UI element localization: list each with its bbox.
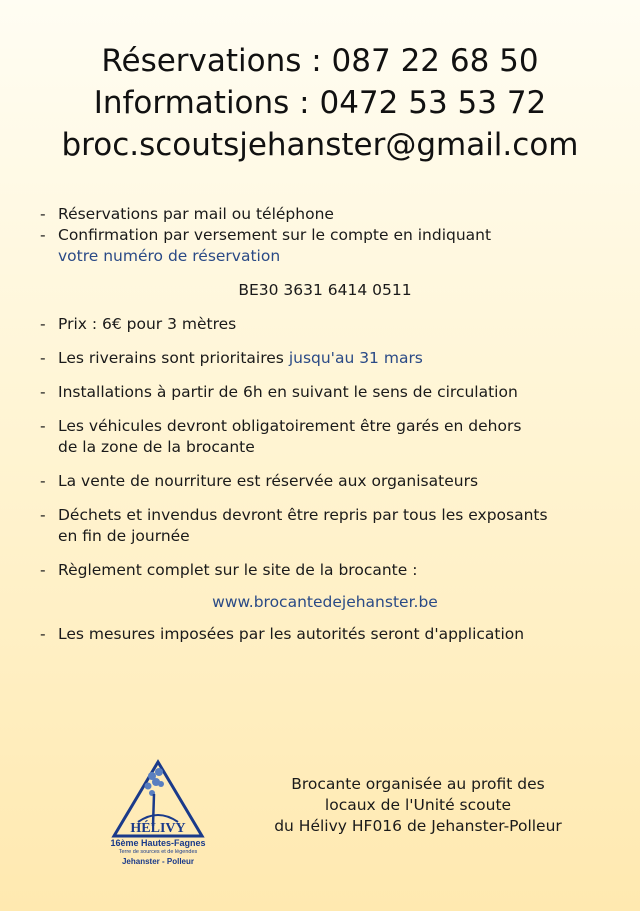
dash-bullet: - [40, 315, 46, 333]
dash-bullet: - [40, 561, 46, 579]
reservation-number-note: votre numéro de réservation [58, 247, 281, 265]
contact-email[interactable]: broc.scoutsjehanster@gmail.com [61, 127, 579, 163]
list-item: - Règlement complet sur le site de la brocante : [40, 561, 418, 579]
contact-header [0, 40, 640, 166]
list-item: - Déchets et invendus devront être repris par tous les exposants en fin de journée [40, 506, 548, 545]
helivy-logo [108, 758, 208, 868]
list-item: - Confirmation par versement sur le compte en indiquant votre numéro de réservation [40, 226, 492, 265]
organiser-note: Brocante organisée au profit des locaux de l'Unité scoute du Hélivy HF016 de Jehanster-Polleur [274, 775, 562, 835]
dash-bullet: - [40, 205, 46, 223]
logo-line-1: 16ème Hautes-Fagnes [110, 838, 206, 848]
dash-bullet: - [40, 506, 46, 524]
list-item: - Installations à partir de 6h en suivant le sens de circulation [40, 383, 518, 401]
website-link[interactable]: www.brocantedejehanster.be [212, 593, 438, 611]
list-item: - Réservations par mail ou téléphone [40, 205, 334, 223]
triangle-tree-icon [108, 758, 208, 840]
dash-bullet: - [40, 383, 46, 401]
list-item: - Les mesures imposées par les autorités seront d'application [40, 625, 525, 643]
dash-bullet: - [40, 349, 46, 367]
informations-phone: Informations : 0472 53 53 72 [93, 85, 547, 121]
logo-line-3: Jehanster - Polleur [121, 857, 195, 866]
bank-account: BE30 3631 6414 0511 [238, 281, 412, 299]
list-item: - Les véhicules devront obligatoirement être garés en dehors de la zone de la brocante [40, 417, 522, 456]
reservations-phone: Réservations : 087 22 68 50 [101, 43, 539, 79]
list-item: - Les riverains sont prioritaires jusqu'au 31 mars [40, 349, 423, 367]
list-item: - La vente de nourriture est réservée aux organisateurs [40, 472, 479, 490]
deadline-highlight: jusqu'au 31 mars [288, 349, 423, 367]
dash-bullet: - [40, 472, 46, 490]
list-item: - Prix : 6€ pour 3 mètres [40, 315, 237, 333]
logo-line-2: Terre de sources et de légendes [118, 849, 198, 855]
dash-bullet: - [40, 417, 46, 435]
dash-bullet: - [40, 625, 46, 643]
logo-name: HÉLIVY [130, 821, 186, 836]
dash-bullet: - [40, 226, 46, 244]
rules-list [40, 204, 610, 645]
